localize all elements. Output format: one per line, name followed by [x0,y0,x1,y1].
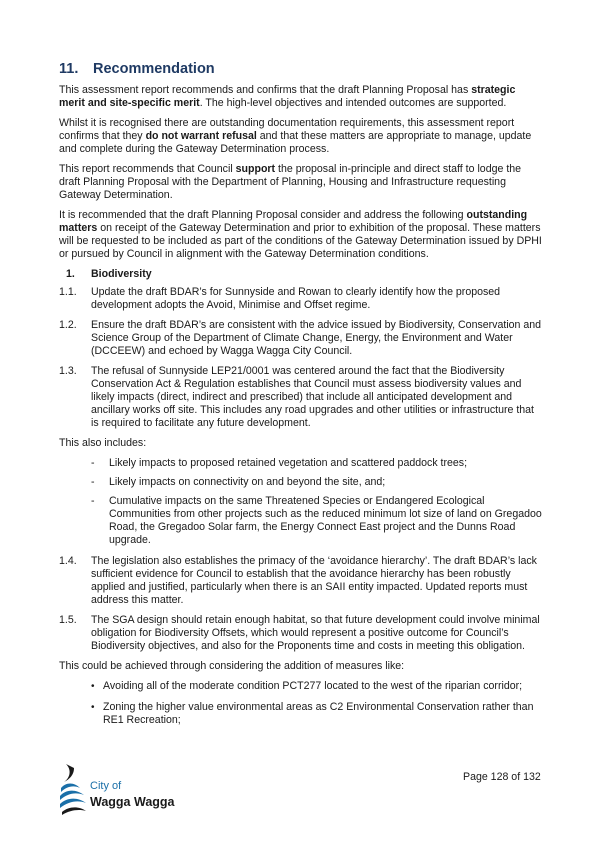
p4-text-a: It is recommended that the draft Planning Proposal consider and address the following [59,209,467,221]
dash-marker: - [91,476,95,488]
numbered-item [59,365,543,430]
p2-text-a: Whilst it is recognised there are outstanding documentation requirements, this assessment report confirms that they [59,117,515,142]
bullet-text: Zoning the higher value environmental areas as C2 Environmental Conservation rather than RE1 Recreation; [103,701,534,726]
paragraph-3 [59,163,543,202]
bullet-marker: • [91,681,95,692]
p3-bold: support [235,163,276,175]
dash-text: Likely impacts on connectivity on and beyond the site, and; [109,476,386,488]
item-number: 1.3. [59,365,77,377]
p4-text-c: on receipt of the Gateway Determination and prior to exhibition of the proposal. These matters will be requested to be included as part of the conditions of the Gateway Determination issued by DPHI or pursued by Council in alignment with the Gateway Determination conditions. [59,222,542,260]
dash-marker: - [91,495,95,507]
dash-list-item [91,476,543,489]
item-number: 1.4. [59,555,77,567]
subsection-number: 1. [66,268,75,280]
dash-list-item [91,495,543,547]
item-text: Update the draft BDAR’s for Sunnyside and Rowan to clearly identify how the proposed development adopts the Avoid, Minimise and Offset regime. [91,286,501,311]
numbered-item [59,319,543,358]
p4-bold: outstanding matters [59,209,528,234]
measures-intro-text: This could be achieved through considering the addition of measures like: [59,660,405,672]
p1-text-c: . The high-level objectives and intended outcomes are supported. [199,97,507,109]
numbered-item [59,555,543,607]
numbered-item [59,614,543,653]
item-text: Ensure the draft BDAR’s are consistent with the advice issued by Biodiversity, Conservation and Science Group of the Department of Climate Change, Energy, the Environment and Water (DCCEEW) and echoed by Wagga Wagga City Council. [91,319,542,357]
page-content [59,60,543,735]
heading-number: 11. [59,61,79,77]
logo-city-of: City of [90,780,122,792]
p1-text-a: This assessment report recommends and confirms that the draft Planning Proposal has [59,84,472,96]
item-number: 1.2. [59,319,77,331]
dash-list-item [91,457,543,470]
wave-emblem-icon [58,762,92,817]
item-text: The legislation also establishes the primacy of the ‘avoidance hierarchy’. The draft BDAR’s lack sufficient evidence for Council to establish that the avoidance hierarchy has been robustly applied and justified, particularly when there is an SAII entity impacted. Updated reports must address this matter. [91,555,537,606]
p2-text-c: and that these matters are appropriate to manage, update and complete during the Gateway Determination process. [59,130,532,155]
p1-bold: strategic merit and site-specific merit [59,84,516,109]
bullet-marker: • [91,702,95,713]
dash-marker: - [91,457,95,469]
city-logo [58,762,188,817]
item-text: The refusal of Sunnyside LEP21/0001 was centered around the fact that the Biodiversity Conservation Act & Regulation establishes that Council must assess biodiversity values and likely impacts (direct, indirect and prescribed) that include all anticipated development and ancillary works off site. This includes any road upgrades and other utilities or infrastructure that is required to facilitate any future development. [91,365,535,429]
section-heading [59,60,543,78]
item-number: 1.5. [59,614,77,626]
bullet-text: Avoiding all of the moderate condition PCT277 located to the west of the riparian corridor; [103,680,523,692]
p2-bold: do not warrant refusal [145,130,257,142]
dash-text: Cumulative impacts on the same Threatened Species or Endangered Ecological Communities from other projects such as the reduced minimum lot size of land on Gregadoo Road, the Gregadoo Solar farm, the Energy Connect East project and the Dunns Road upgrade. [109,495,542,546]
item-text: The SGA design should retain enough habitat, so that future development could involve minimal obligation for Biodiversity Offsets, which would represent a positive outcome for Council’s Biodiversity objectives, and also for the Proponents time and costs in meeting this obligation. [91,614,540,652]
item-number: 1.1. [59,286,77,298]
heading-title: Recommendation [93,61,215,77]
bullet-list-item [91,701,543,727]
logo-wagga-wagga: Wagga Wagga [90,795,175,809]
paragraph-2 [59,117,543,156]
numbered-item [59,286,543,312]
bullet-list-item [91,680,543,693]
dash-text: Likely impacts to proposed retained vegetation and scattered paddock trees; [109,457,468,469]
paragraph-1 [59,84,543,110]
page-number: Page 128 of 132 [463,771,541,783]
p3-text-c: the proposal in-principle and direct staff to lodge the draft Planning Proposal with the Department of Planning, Housing and Infrastructure requesting Gateway Determination. [59,163,522,201]
subsection-heading-biodiversity [59,268,543,281]
also-includes-text: This also includes: [59,437,147,449]
subsection-title: Biodiversity [91,268,152,280]
p3-text-a: This report recommends that Council [59,163,236,175]
paragraph-4 [59,209,543,261]
